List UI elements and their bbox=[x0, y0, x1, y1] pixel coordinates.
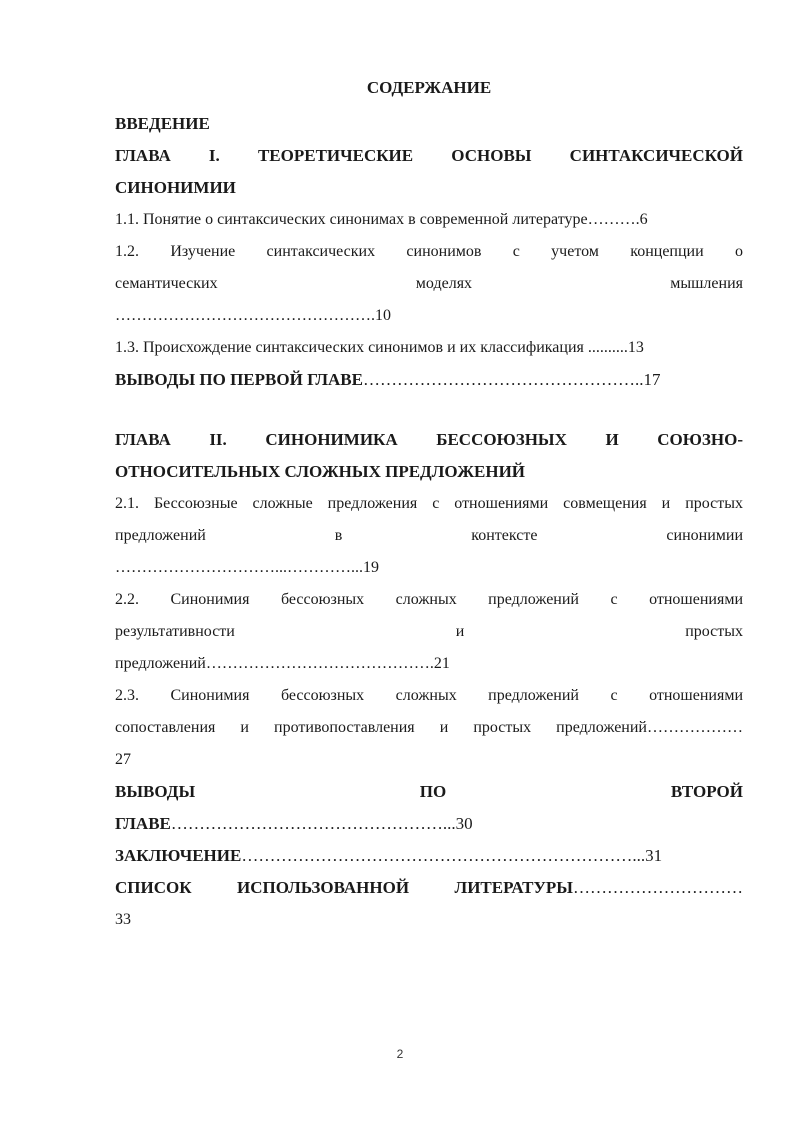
toc-entry-2-3-line-1: 2.3. Синонимия бессоюзных сложных предложений с отношениями bbox=[115, 687, 743, 704]
toc-entry-conclusions-chapter-2-line-2 bbox=[115, 808, 743, 840]
toc-entry-conclusions-chapter-2-line-1: ВЫВОДЫ ПО ВТОРОЙ bbox=[115, 782, 743, 801]
toc-entry-text: СПИСОК ИСПОЛЬЗОВАННОЙ ЛИТЕРАТУРЫ bbox=[115, 878, 573, 897]
toc-entry-conclusions-chapter-1 bbox=[115, 364, 743, 396]
toc-entry-conclusion bbox=[115, 840, 743, 872]
toc-entry-1-1: 1.1. Понятие о синтаксических синонимах в современной литературе……….6 bbox=[115, 211, 648, 228]
toc-entry-2-1-line-3: …………………………...…………...19 bbox=[115, 559, 379, 576]
page-number: 2 bbox=[396, 1047, 404, 1061]
toc-entry-chapter-2-line-1: ГЛАВА II. СИНОНИМИКА БЕССОЮЗНЫХ И СОЮЗНО- bbox=[115, 430, 743, 449]
toc-entry-2-3-line-2: сопоставления и противопоставления и простых предложений……………… bbox=[115, 719, 743, 736]
toc-entry-1-2-line-2: семантических моделях мышления bbox=[115, 275, 743, 292]
toc-entry-text: ВЫВОДЫ ПО ПЕРВОЙ ГЛАВЕ bbox=[115, 370, 363, 389]
toc-entry-bibliography bbox=[115, 872, 743, 904]
toc-entry-2-2-line-2: результативности и простых bbox=[115, 623, 743, 640]
toc-title: СОДЕРЖАНИЕ bbox=[366, 78, 492, 97]
toc-entry-chapter-1-line-2: СИНОНИМИИ bbox=[115, 178, 236, 197]
toc-entry-1-3: 1.3. Происхождение синтаксических синонимов и их классификация ..........13 bbox=[115, 339, 644, 356]
toc-entry-introduction: ВВЕДЕНИЕ bbox=[115, 114, 210, 133]
toc-entry-2-3-line-3: 27 bbox=[115, 751, 131, 768]
toc-entry-dots: ……………………………………………………………...31 bbox=[241, 846, 663, 865]
section-gap bbox=[115, 396, 743, 424]
toc-entry-bibliography-page: 33 bbox=[115, 911, 131, 928]
toc-entry-1-2-line-1: 1.2. Изучение синтаксических синонимов с учетом концепции о bbox=[115, 243, 743, 260]
toc-entry-chapter-2-line-2: ОТНОСИТЕЛЬНЫХ СЛОЖНЫХ ПРЕДЛОЖЕНИЙ bbox=[115, 462, 526, 481]
toc-entry-dots: …………………………………………..17 bbox=[362, 370, 661, 389]
toc-entry-chapter-1-line-1: ГЛАВА I. ТЕОРЕТИЧЕСКИЕ ОСНОВЫ СИНТАКСИЧЕСКОЙ bbox=[115, 146, 743, 165]
toc-entry-dots: ………………………… bbox=[573, 878, 743, 897]
toc-entry-text: ЗАКЛЮЧЕНИЕ bbox=[115, 846, 242, 865]
toc-entry-2-2-line-1: 2.2. Синонимия бессоюзных сложных предложений с отношениями bbox=[115, 591, 743, 608]
toc-entry-2-1-line-1: 2.1. Бессоюзные сложные предложения с отношениями совмещения и простых bbox=[115, 495, 743, 512]
table-of-contents bbox=[115, 76, 743, 936]
toc-entry-dots: …………………………………………...30 bbox=[170, 814, 473, 833]
toc-entry-2-2-line-3: предложений…………………………………….21 bbox=[115, 655, 450, 672]
toc-entry-2-1-line-2: предложений в контексте синонимии bbox=[115, 527, 743, 544]
toc-entry-text: ГЛАВЕ bbox=[115, 814, 171, 833]
toc-entry-1-2-line-3: ………………………………………….10 bbox=[115, 307, 391, 324]
